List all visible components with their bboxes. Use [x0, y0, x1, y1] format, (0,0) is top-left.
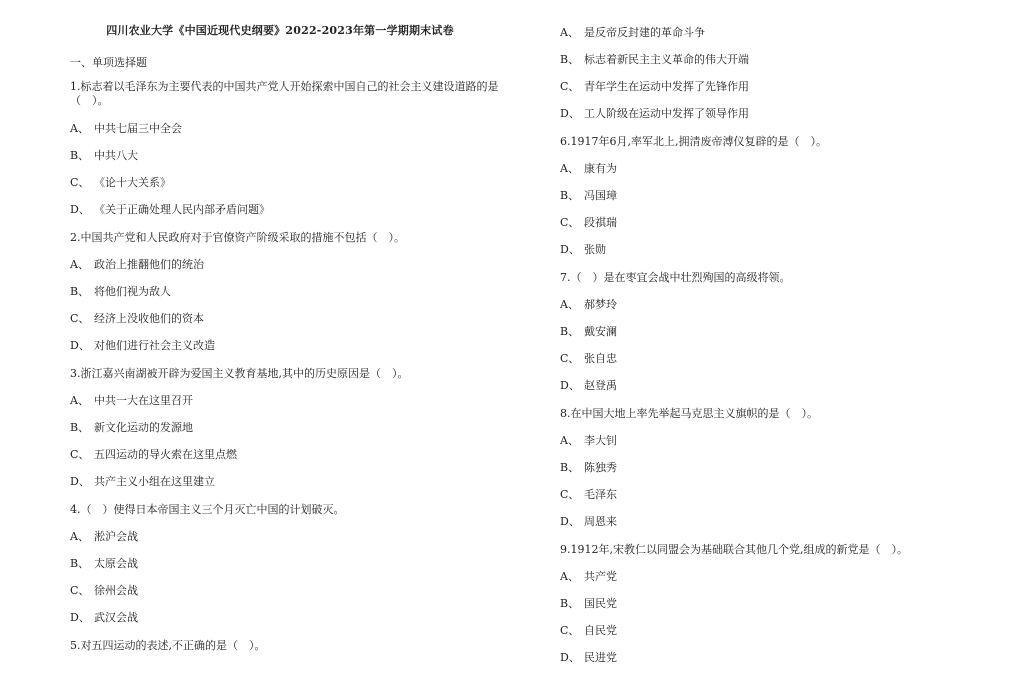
option-text: 新文化运动的发源地 [94, 421, 193, 434]
option-text: 武汉会战 [94, 611, 138, 624]
option-letter: B、 [70, 149, 90, 162]
option-text: 太原会战 [94, 557, 138, 570]
q3-option-a [70, 394, 193, 408]
q9-option-a [560, 570, 617, 584]
q9-option-d [560, 651, 617, 665]
option-letter: A、 [70, 258, 89, 271]
q6-option-c [560, 216, 617, 230]
option-letter: D、 [560, 515, 580, 528]
option-text: 是反帝反封建的革命斗争 [584, 26, 705, 39]
q6-option-d [560, 243, 606, 257]
q4-option-a [70, 530, 138, 544]
option-letter: C、 [70, 584, 90, 597]
option-text: 周恩来 [584, 515, 617, 528]
option-letter: A、 [560, 162, 579, 175]
option-text: 冯国璋 [584, 189, 617, 202]
q7-option-c [560, 352, 617, 366]
question-1-stem-cont: （ ）。 [70, 94, 109, 107]
option-letter: B、 [560, 597, 580, 610]
q8-option-d [560, 515, 617, 529]
option-letter: D、 [70, 475, 90, 488]
option-letter: D、 [560, 107, 580, 120]
option-text: 工人阶级在运动中发挥了领导作用 [584, 107, 749, 120]
q1-option-c [70, 176, 171, 190]
q4-option-d [70, 611, 138, 625]
option-letter: D、 [560, 243, 580, 256]
option-letter: C、 [560, 80, 580, 93]
option-letter: A、 [560, 298, 579, 311]
page-title: 四川农业大学《中国近现代史纲要》2022-2023年第一学期期末试卷 [106, 24, 454, 37]
option-letter: D、 [70, 203, 90, 216]
section-heading: 一、单项选择题 [70, 56, 147, 69]
option-letter: A、 [560, 570, 579, 583]
q9-option-c [560, 624, 617, 638]
question-8-stem: 8.在中国大地上率先举起马克思主义旗帜的是（ ）。 [560, 407, 818, 420]
q2-option-a [70, 258, 204, 272]
q9-option-b [560, 597, 617, 611]
option-letter: B、 [70, 421, 90, 434]
option-letter: C、 [70, 312, 90, 325]
question-2-stem: 2.中国共产党和人民政府对于官僚资产阶级采取的措施不包括（ ）。 [70, 231, 405, 244]
q6-option-b [560, 189, 617, 203]
option-text: 《论十大关系》 [94, 176, 171, 189]
option-text: 青年学生在运动中发挥了先锋作用 [584, 80, 749, 93]
option-letter: C、 [560, 352, 580, 365]
option-text: 《关于正确处理人民内部矛盾问题》 [94, 203, 270, 216]
option-text: 标志着新民主主义革命的伟大开端 [584, 53, 749, 66]
q3-option-d [70, 475, 215, 489]
option-text: 张勋 [584, 243, 606, 256]
q5-option-a [560, 26, 705, 40]
q8-option-c [560, 488, 617, 502]
option-text: 中共七届三中全会 [94, 122, 182, 135]
option-text: 郝梦玲 [584, 298, 617, 311]
q8-option-b [560, 461, 617, 475]
option-text: 张自忠 [584, 352, 617, 365]
question-5-stem: 5.对五四运动的表述,不正确的是（ ）。 [70, 639, 266, 652]
option-text: 共产主义小组在这里建立 [94, 475, 215, 488]
q4-option-c [70, 584, 138, 598]
option-letter: D、 [560, 651, 580, 664]
option-letter: A、 [70, 530, 89, 543]
option-text: 段祺瑞 [584, 216, 617, 229]
option-text: 康有为 [584, 162, 617, 175]
option-text: 将他们视为敌人 [94, 285, 171, 298]
option-letter: A、 [560, 434, 579, 447]
q2-option-d [70, 339, 215, 353]
option-text: 中共八大 [94, 149, 138, 162]
option-letter: B、 [70, 557, 90, 570]
option-text: 陈独秀 [584, 461, 617, 474]
option-text: 中共一大在这里召开 [94, 394, 193, 407]
q3-option-c [70, 448, 237, 462]
option-text: 淞沪会战 [94, 530, 138, 543]
q1-option-d [70, 203, 270, 217]
option-text: 毛泽东 [584, 488, 617, 501]
q7-option-b [560, 325, 617, 339]
q7-option-d [560, 379, 617, 393]
q7-option-a [560, 298, 617, 312]
option-text: 自民党 [584, 624, 617, 637]
question-4-stem: 4.（ ）使得日本帝国主义三个月灭亡中国的计划破灭。 [70, 503, 345, 516]
question-7-stem: 7.（ ）是在枣宜会战中壮烈殉国的高级将领。 [560, 271, 791, 284]
option-letter: C、 [560, 488, 580, 501]
question-6-stem: 6.1917年6月,率军北上,拥清废帝溥仪复辟的是（ ）。 [560, 135, 827, 148]
option-text: 民进党 [584, 651, 617, 664]
option-text: 徐州会战 [94, 584, 138, 597]
option-text: 国民党 [584, 597, 617, 610]
option-text: 赵登禹 [584, 379, 617, 392]
option-letter: C、 [560, 624, 580, 637]
option-letter: B、 [560, 189, 580, 202]
option-text: 经济上没收他们的资本 [94, 312, 204, 325]
option-letter: B、 [70, 285, 90, 298]
option-letter: C、 [70, 176, 90, 189]
option-text: 共产党 [584, 570, 617, 583]
question-9-stem: 9.1912年,宋教仁以同盟会为基础联合其他几个党,组成的新党是（ ）。 [560, 543, 908, 556]
q1-option-b [70, 149, 138, 163]
option-letter: C、 [560, 216, 580, 229]
question-1-stem: 1.标志着以毛泽东为主要代表的中国共产党人开始探索中国自己的社会主义建设道路的是 [70, 80, 499, 93]
question-3-stem: 3.浙江嘉兴南湖被开辟为爱国主义教育基地,其中的历史原因是（ ）。 [70, 367, 409, 380]
q8-option-a [560, 434, 617, 448]
option-text: 李大钊 [584, 434, 617, 447]
q6-option-a [560, 162, 617, 176]
option-text: 戴安澜 [584, 325, 617, 338]
q5-option-c [560, 80, 749, 94]
q4-option-b [70, 557, 138, 571]
q2-option-b [70, 285, 171, 299]
option-text: 政治上推翻他们的统治 [94, 258, 204, 271]
q1-option-a [70, 122, 182, 136]
option-letter: A、 [560, 26, 579, 39]
q5-option-d [560, 107, 749, 121]
option-letter: A、 [70, 394, 89, 407]
option-text: 对他们进行社会主义改造 [94, 339, 215, 352]
option-letter: A、 [70, 122, 89, 135]
option-letter: B、 [560, 461, 580, 474]
q2-option-c [70, 312, 204, 326]
option-letter: B、 [560, 325, 580, 338]
option-letter: C、 [70, 448, 90, 461]
option-letter: D、 [560, 379, 580, 392]
option-letter: D、 [70, 339, 90, 352]
option-letter: B、 [560, 53, 580, 66]
q3-option-b [70, 421, 193, 435]
option-letter: D、 [70, 611, 90, 624]
q5-option-b [560, 53, 749, 67]
option-text: 五四运动的导火索在这里点燃 [94, 448, 237, 461]
